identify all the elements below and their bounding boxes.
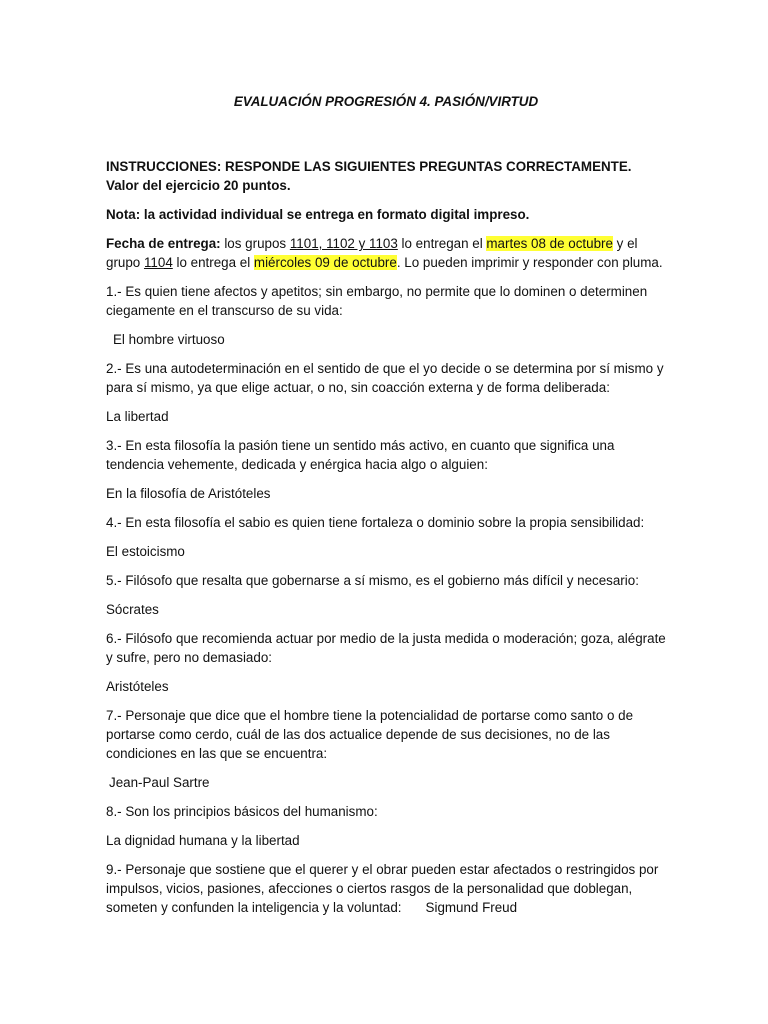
answer-4: El estoicismo (106, 544, 185, 559)
question-4: 4.- En esta filosofía el sabio es quien tiene fortaleza o dominio sobre la propia sensibilidad: (106, 515, 645, 530)
answer-6: Aristóteles (106, 679, 169, 694)
question-1: 1.- Es quien tiene afectos y apetitos; sin embargo, no permite que lo dominen o determinen ciegamente en el transcurso de su vida: (106, 284, 648, 318)
question-5: 5.- Filósofo que resalta que gobernarse a sí mismo, es el gobierno más difícil y necesario: (106, 573, 639, 588)
date-first-highlight: martes 08 de octubre (486, 236, 613, 251)
question-8: 8.- Son los principios básicos del humanismo: (106, 804, 378, 819)
instructions: INSTRUCCIONES: RESPONDE LAS SIGUIENTES PREGUNTAS CORRECTAMENTE. Valor del ejercicio 20 puntos. (106, 159, 632, 193)
delivery-text-1: los grupos (220, 236, 290, 251)
note: Nota: la actividad individual se entrega en formato digital impreso. (106, 207, 530, 222)
question-3: 3.- En esta filosofía la pasión tiene un sentido más activo, en cuanto que significa una tendencia vehemente, dedicada y enérgica hacia algo o alguien: (106, 438, 615, 472)
answer-8: La dignidad humana y la libertad (106, 833, 300, 848)
delivery-text-2: lo entregan el (397, 236, 487, 251)
delivery-info (106, 234, 666, 272)
answer-7: Jean-Paul Sartre (109, 775, 210, 790)
delivery-text-5: . Lo pueden imprimir y responder con pluma. (396, 255, 663, 270)
delivery-text-4: lo entrega el (172, 255, 254, 270)
delivery-label: Fecha de entrega: (106, 236, 221, 251)
question-9: 9.- Personaje que sostiene que el querer y el obrar pueden estar afectados o restringidos por impulsos, vicios, pasiones, afecciones o ciertos rasgos de la personalidad que doblegan, someten y confunden la inteligencia y la voluntad: (106, 862, 659, 915)
answer-3: En la filosofía de Aristóteles (106, 486, 271, 501)
date-second-highlight: miércoles 09 de octubre (253, 255, 397, 270)
question-6: 6.- Filósofo que recomienda actuar por medio de la justa medida o moderación; goza, alégrate y sufre, pero no demasiado: (106, 631, 666, 665)
question-7: 7.- Personaje que dice que el hombre tiene la potencialidad de portarse como santo o de portarse como cerdo, cuál de las dos actualice depende de sus decisiones, no de las condiciones en las que se encuentra: (106, 708, 634, 761)
answer-1: El hombre virtuoso (113, 332, 225, 347)
answer-5: Sócrates (106, 602, 159, 617)
group-second: 1104 (143, 255, 173, 270)
question-9-block (106, 860, 666, 917)
delivery-text-3: y el grupo (106, 236, 638, 270)
document-content (106, 92, 666, 927)
question-2: 2.- Es una autodeterminación en el sentido de que el yo decide o se determina por sí mismo y para sí mismo, ya que elige actuar, o no, sin coacción externa y de forma deliberada: (106, 361, 664, 395)
answer-9: Sigmund Freud (425, 900, 518, 915)
groups-first: 1101, 1102 y 1103 (289, 236, 398, 251)
document-title: EVALUACIÓN PROGRESIÓN 4. PASIÓN/VIRTUD (233, 94, 539, 109)
answer-2: La libertad (106, 409, 169, 424)
